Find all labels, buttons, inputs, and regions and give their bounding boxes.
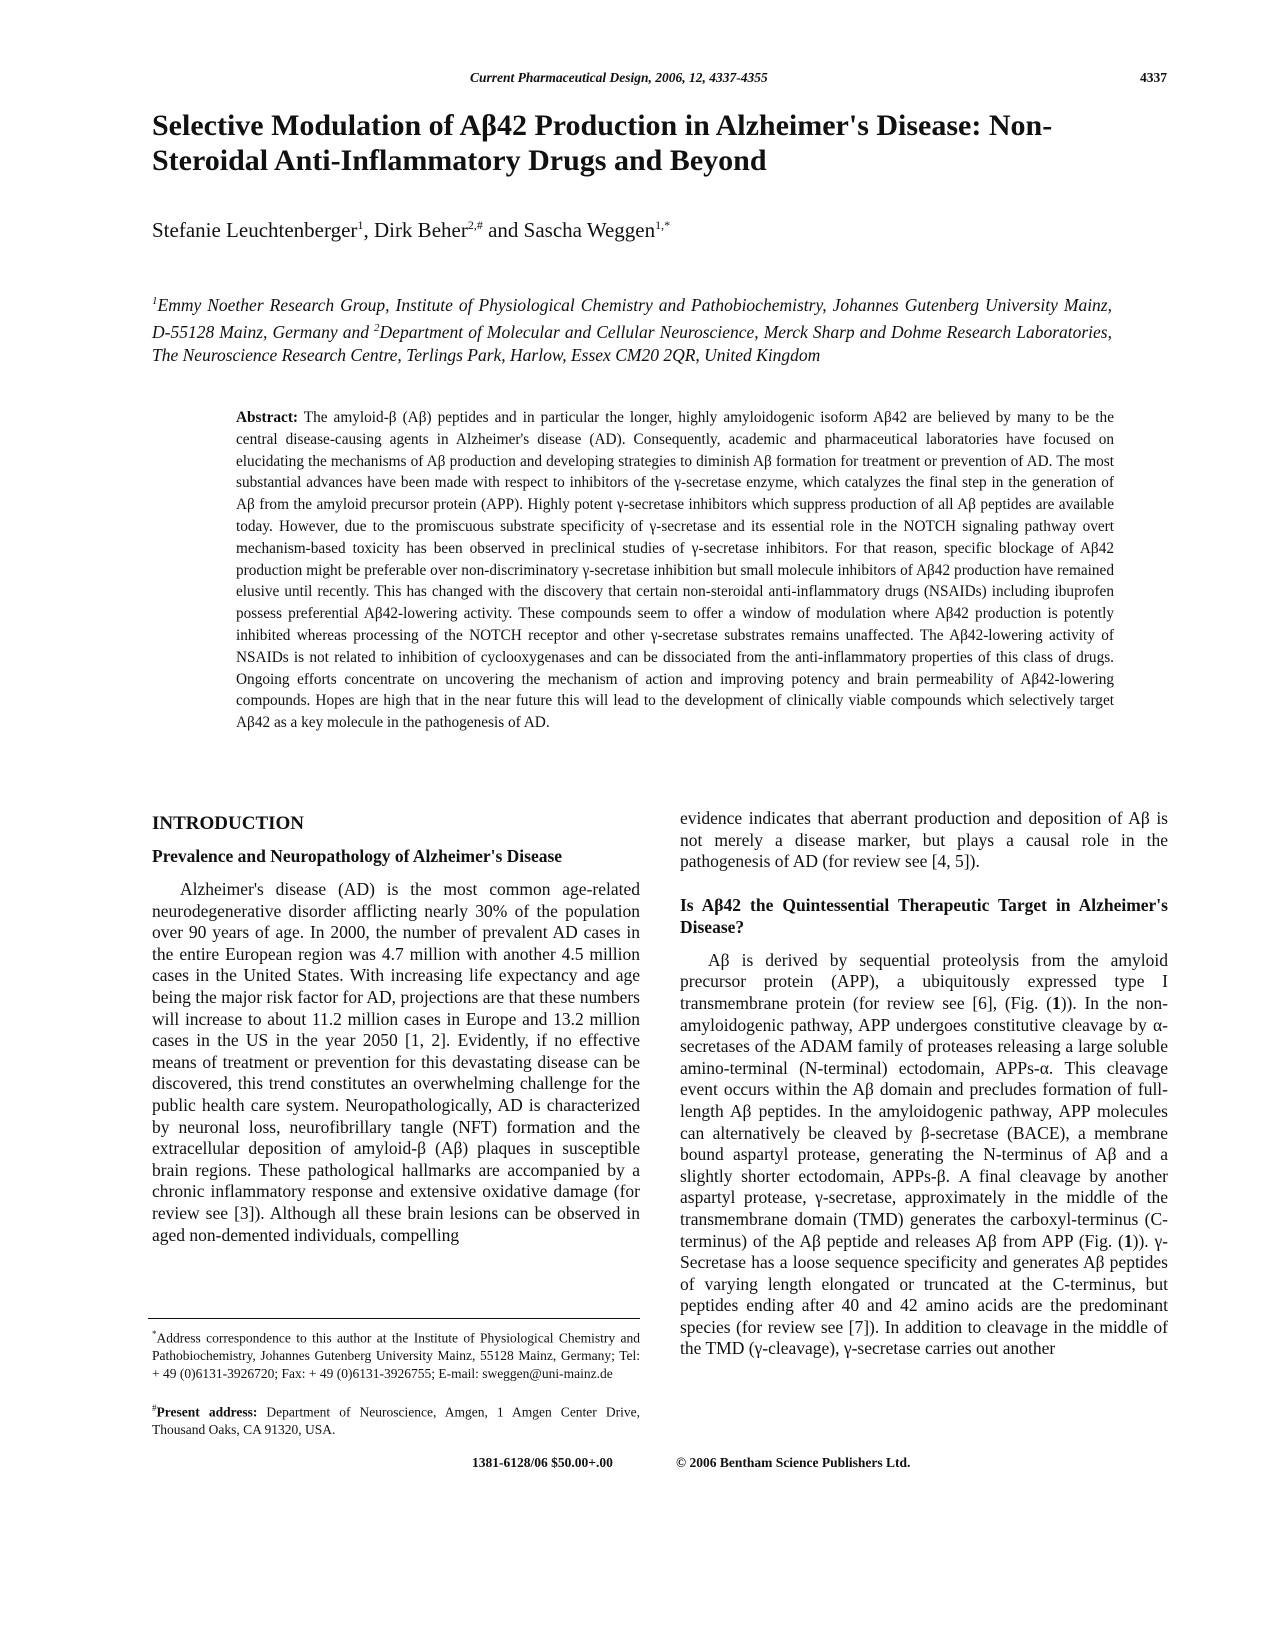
page-number: 4337 xyxy=(1140,70,1167,85)
author-separator: and xyxy=(482,218,524,242)
author-affiliation-mark: 1,* xyxy=(655,218,671,232)
author-name: Sascha Weggen xyxy=(523,218,656,242)
journal-citation: Current Pharmaceutical Design, 2006, 12, 4337-4355 xyxy=(470,70,768,85)
paragraph-text: )). In the non-amyloidogenic pathway, APP undergoes constitutive cleavage by α-secretases of the ADAM family of proteases releasing a large soluble amino-terminal (N-terminal) ectodomain, APPs-α. This cleavage event occurs within the Aβ domain and precludes formation of full-length Aβ peptides. In the amyloidogenic pathway, APP molecules can alternatively be cleaved by β-secretase (BACE), a membrane bound aspartyl protease, generating the N-terminus of Aβ and a slightly shorter ectodomain, APPs-β. A final cleavage by another aspartyl protease, γ-secretase, approximately in the middle of the transmembrane domain (TMD) generates the carboxyl-terminus (C-terminus) of the Aβ peptide and releases Aβ from APP (Fig. ( xyxy=(680,992,1168,1251)
affiliations xyxy=(152,290,1112,367)
footnote-text: Address correspondence to this author at the Institute of Physiological Chemistry and Pathobiochemistry, Johannes Gutenberg University Mainz, 55128 Mainz, Germany; Tel: + 49 (0)6131-3926720; Fax: + 49 (0)6131-3926755; E-mail: sweggen@uni-mainz.de xyxy=(152,1330,640,1381)
author-affiliation-mark: 2,# xyxy=(467,218,483,232)
affiliation-mark: 2 xyxy=(374,321,380,334)
abstract-label: Abstract: xyxy=(236,409,299,426)
article-title: Selective Modulation of Aβ42 Production in Alzheimer's Disease: Non-Steroidal Anti-Inflammatory Drugs and Beyond xyxy=(152,109,1053,177)
right-column xyxy=(680,808,1168,1360)
footnote-mark: # xyxy=(152,1403,157,1413)
footnote-rule xyxy=(148,1318,640,1319)
affiliation-text: Department of Molecular and Cellular Neuroscience, Merck Sharp and Dohme Research Laboratories, The Neuroscience Research Centre, Terlings Park, Harlow, Essex CM20 2QR, United Kingdom xyxy=(152,321,1112,365)
subsection-heading: Prevalence and Neuropathology of Alzheimer's Disease xyxy=(152,846,563,866)
body-paragraph xyxy=(680,950,1168,1360)
figure-reference[interactable]: 1 xyxy=(1123,1230,1133,1251)
paragraph-text: Aβ is derived by sequential proteolysis from the amyloid precursor protein (APP), a ubiquitously expressed type I transmembrane protein (for review see [6], (Fig. ( xyxy=(680,949,1168,1013)
footnote-mark: * xyxy=(152,1329,157,1339)
footnote-correspondence xyxy=(152,1326,640,1382)
affiliation-text: Emmy Noether Research Group, Institute of Physiological Chemistry and Pathobiochemistry, Johannes Gutenberg University Mainz, D-55128 Mainz, Germany and xyxy=(152,294,1112,342)
subsection-heading: Is Aβ42 the Quintessential Therapeutic Target in Alzheimer's Disease? xyxy=(680,894,1168,937)
abstract-text: The amyloid-β (Aβ) peptides and in particular the longer, highly amyloidogenic isoform Aβ42 are believed by many to be the central disease-causing agents in Alzheimer's disease (AD). Consequently, academic and pharmaceutical laboratories have focused on elucidating the mechanisms of Aβ production and developing strategies to diminish Aβ formation for treatment or prevention of AD. The most substantial advances have been made with respect to inhibitors of the γ-secretase enzyme, which catalyzes the final step in the generation of Aβ from the amyloid precursor protein (APP). Highly potent γ-secretase inhibitors which suppress production of all Aβ peptides are available today. However, due to the promiscuous substrate specificity of γ-secretase and its essential role in the NOTCH signaling pathway overt mechanism-based toxicity has been observed in preclinical studies of γ-secretase inhibitors. For that reason, specific blockage of Aβ42 production might be preferable over non-discriminatory γ-secretase inhibition but small molecule inhibitors of Aβ42 production have remained elusive until recently. This has changed with the discovery that certain non-steroidal anti-inflammatory drugs (NSAIDs) including ibuprofen possess preferential Aβ42-lowering activity. These compounds seem to offer a window of modulation where Aβ42 production is potently inhibited whereas processing of the NOTCH receptor and other γ-secretase substrates remains unaffected. The Aβ42-lowering activity of NSAIDs is not related to inhibition of cyclooxygenases and can be dissociated from the anti-inflammatory properties of this class of drugs. Ongoing efforts concentrate on uncovering the mechanism of action and improving potency and brain permeability of Aβ42-lowering compounds. Hopes are high that in the near future this will lead to the development of clinically viable compounds which selectively target Aβ42 as a key molecule in the pathogenesis of AD. xyxy=(236,409,1114,732)
figure-reference[interactable]: 1 xyxy=(1051,992,1061,1013)
affiliation-mark: 1 xyxy=(152,295,158,307)
abstract xyxy=(236,407,1114,734)
left-column xyxy=(152,813,640,1246)
author-affiliation-mark: 1 xyxy=(357,218,364,232)
author-name: Stefanie Leuchtenberger xyxy=(152,218,358,242)
issn-price: 1381-6128/06 $50.00+.00 xyxy=(472,1455,613,1470)
body-paragraph: Alzheimer's disease (AD) is the most common age-related neurodegenerative disorder afflicting nearly 30% of the population over 90 years of age. In 2000, the number of prevalent AD cases in the entire European region was 4.7 million with another 4.5 million cases in the United States. With increasing life expectancy and age being the major risk factor for AD, projections are that these numbers will increase to about 11.2 million cases in Europe and 13.2 million cases in the US in the year 2050 [1, 2]. Evidently, if no effective means of treatment or prevention for this devastating disease can be discovered, this trend constitutes an overwhelming challenge for the public health care system. Neuropathologically, AD is characterized by neuronal loss, neurofibrillary tangle (NFT) formation and the extracellular deposition of amyloid-β (Aβ) plaques in susceptible brain regions. These pathological hallmarks are accompanied by a chronic inflammatory response and extensive oxidative damage (for review see [3]). Although all these brain lesions can be observed in aged non-demented individuals, compelling xyxy=(152,879,640,1245)
author-separator: , xyxy=(363,218,374,242)
copyright: © 2006 Bentham Science Publishers Ltd. xyxy=(676,1455,911,1470)
author-list xyxy=(152,218,670,243)
footnote-label: Present address: xyxy=(156,1404,258,1420)
author-name: Dirk Beher xyxy=(373,218,468,242)
footnote-present-address xyxy=(152,1400,640,1439)
body-paragraph: evidence indicates that aberrant production and deposition of Aβ is not merely a disease marker, but plays a causal role in the pathogenesis of AD (for review see [4, 5]). xyxy=(680,808,1168,872)
footnote-text: Department of Neuroscience, Amgen, 1 Amgen Center Drive, Thousand Oaks, CA 91320, USA. xyxy=(152,1404,640,1437)
paragraph-text: )). γ-Secretase has a loose sequence specificity and generates Aβ peptides of varying length elongated or truncated at the C-terminus, but peptides ending after 40 and 42 amino acids are the predominant species (for review see [7]). In addition to cleavage in the middle of the TMD (γ-cleavage), γ-secretase carries out another xyxy=(680,1230,1169,1359)
section-heading: INTRODUCTION xyxy=(152,813,305,834)
